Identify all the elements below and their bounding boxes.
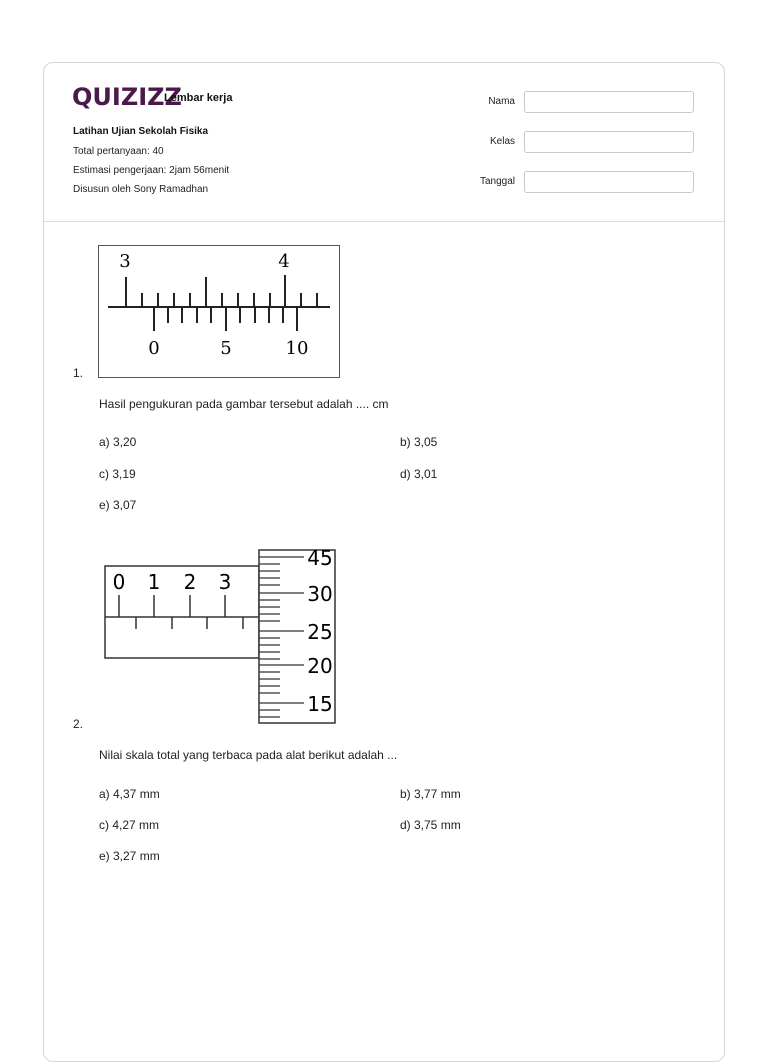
question-2-option-d[interactable]: d) 3,75 mm	[400, 818, 461, 832]
name-label: Nama	[488, 96, 515, 107]
micrometer-sleeve	[105, 566, 259, 658]
question-2-text: Nilai skala total yang terbaca pada alat berikut adalah ...	[99, 748, 398, 762]
main-scale-label-3: 3	[119, 251, 131, 272]
question-2-option-c[interactable]: c) 4,27 mm	[99, 818, 160, 832]
thimble-label-45: 45	[307, 546, 333, 570]
sleeve-label-2: 2	[183, 570, 197, 594]
question-1-option-b[interactable]: b) 3,05	[400, 435, 438, 449]
thimble-label-20: 20	[307, 654, 333, 678]
quizizz-logo: QUIZIZZ	[72, 83, 182, 111]
question-2-option-a[interactable]: a) 4,37 mm	[99, 787, 160, 801]
worksheet-label: Lembar kerja	[164, 92, 233, 104]
class-field[interactable]	[524, 131, 694, 153]
vernier-label-5: 5	[220, 338, 232, 359]
main-scale-label-4: 4	[278, 251, 290, 272]
question-2-option-b[interactable]: b) 3,77 mm	[400, 787, 461, 801]
thimble-label-15: 15	[307, 692, 333, 716]
question-1-number: 1.	[73, 366, 84, 380]
question-1-option-a[interactable]: a) 3,20	[99, 435, 137, 449]
date-field[interactable]	[524, 171, 694, 193]
time-estimate: Estimasi pengerjaan: 2jam 56menit	[73, 165, 230, 176]
question-1-option-d[interactable]: d) 3,01	[400, 467, 438, 481]
class-label: Kelas	[489, 136, 515, 147]
vernier-label-0: 0	[148, 338, 160, 359]
sleeve-label-3: 3	[218, 570, 232, 594]
sleeve-label-1: 1	[147, 570, 161, 594]
vernier-caliper-figure	[98, 245, 340, 378]
question-2-option-e[interactable]: e) 3,27 mm	[99, 849, 160, 863]
thimble-label-25: 25	[307, 620, 333, 644]
total-questions: Total pertanyaan: 40	[73, 146, 164, 157]
question-1-option-c[interactable]: c) 3,19	[99, 467, 136, 481]
worksheet-header	[44, 63, 724, 222]
thimble-label-30: 30	[307, 582, 333, 606]
question-2-number: 2.	[73, 717, 84, 731]
sleeve-label-0: 0	[112, 570, 126, 594]
question-1-text: Hasil pengukuran pada gambar tersebut adalah .... cm	[99, 397, 389, 411]
micrometer-figure	[98, 545, 340, 727]
author: Disusun oleh Sony Ramadhan	[73, 184, 209, 195]
name-field[interactable]	[524, 91, 694, 113]
question-1-option-e[interactable]: e) 3,07	[99, 498, 137, 512]
date-label: Tanggal	[479, 176, 515, 187]
worksheet-title: Latihan Ujian Sekolah Fisika	[73, 126, 209, 137]
vernier-label-10: 10	[285, 338, 309, 359]
